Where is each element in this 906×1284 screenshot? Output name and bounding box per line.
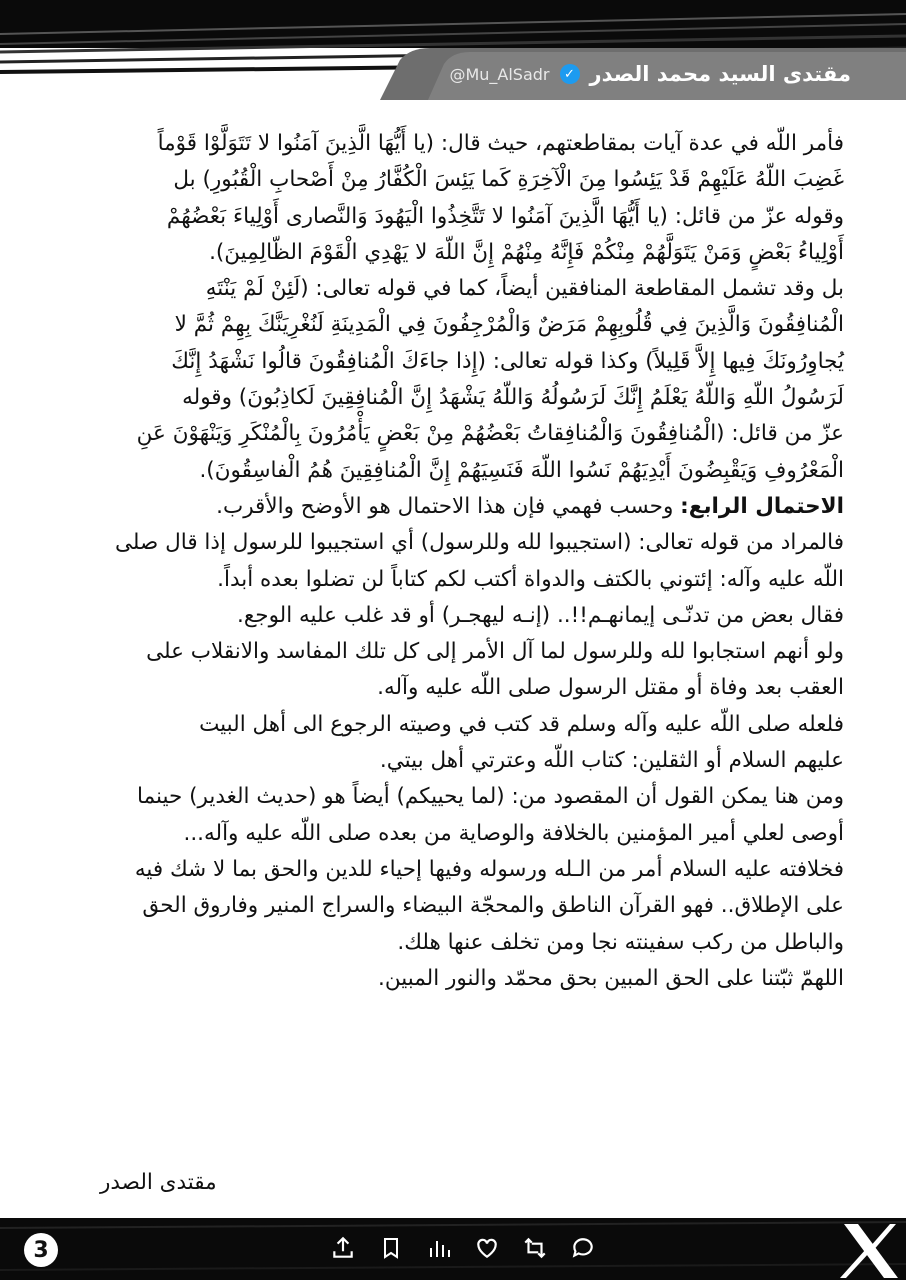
text-line: الْمُنافِقُونَ وَالَّذِينَ فِي قُلُوبِهِمْ مَرَضٌ وَالْمُرْجِفُونَ فِي الْمَدِينَةِ لَنُغْرِيَنَّكَ بِهِمْ ثُمَّ لا xyxy=(174,312,844,338)
text-line: وقوله عزّ من قائل: (يا أَيُّهَا الَّذِينَ آمَنُوا لا تَتَّخِذُوا الْيَهُودَ وَالنَّصارى أَوْلِياءَ بَعْضُهُمْ xyxy=(166,203,844,229)
text-line: أَوْلِياءُ بَعْضٍ وَمَنْ يَتَوَلَّهُمْ مِنْكُمْ فَإِنَّهُ مِنْهُمْ إِنَّ اللّهَ لا يَهْدِي الْقَوْمَ الظّالِمِينَ). xyxy=(209,239,844,265)
text-line: فأمر اللّه في عدة آيات بمقاطعتهم، حيث قال: (يا أَيُّهَا الَّذِينَ آمَنُوا لا تَتَوَلَّوْا قَوْماً xyxy=(157,131,844,156)
text-line: لَرَسُولُ اللّهِ وَاللّهُ يَعْلَمُ إِنَّكَ لَرَسُولُهُ وَاللّهُ يَشْهَدُ إِنَّ الْمُنافِقِينَ لَكاذِبُونَ) وقوله xyxy=(182,385,844,411)
text-line: عزّ من قائل: (الْمُنافِقُونَ وَالْمُنافِقاتُ بَعْضُهُمْ مِنْ بَعْضٍ يَأْمُرُونَ بِالْمُنْكَرِ وَيَنْهَوْنَ عَنِ xyxy=(136,421,844,447)
repost-icon[interactable] xyxy=(520,1233,550,1263)
text-line-with-label xyxy=(46,489,844,525)
text-line: أوصى لعلي أمير المؤمنين بالخلافة والوصاية من بعده صلى اللّه عليه وآله... xyxy=(183,820,844,846)
views-icon[interactable] xyxy=(424,1233,454,1263)
text-line: اللهمّ ثبّتنا على الحق المبين بحق محمّد والنور المبين. xyxy=(378,965,844,991)
bold-label: الاحتمال الرابع: xyxy=(680,493,844,519)
post-body xyxy=(46,126,844,997)
text-line: الْمَعْرُوفِ وَيَقْبِضُونَ أَيْدِيَهُمْ نَسُوا اللّهَ فَنَسِيَهُمْ إِنَّ الْمُنافِقِينَ هُمُ الْفاسِقُونَ). xyxy=(199,457,844,483)
text-line: فلعله صلى اللّه عليه وآله وسلم قد كتب في وصيته الرجوع الى أهل البيت xyxy=(199,711,844,737)
signature: مقتدى الصدر xyxy=(100,1170,217,1195)
text-line: بل وقد تشمل المقاطعة المنافقين أيضاً، كما في قوله تعالى: (لَئِنْ لَمْ يَنْتَهِ xyxy=(205,276,844,302)
text-line: فقال بعض من تدنّـى إيمانهـم!!.. (إنـه ليهجـر) أو قد غلب عليه الوجع. xyxy=(237,602,844,628)
share-icon[interactable] xyxy=(328,1233,358,1263)
text-line: يُجاوِرُونَكَ فِيها إِلاَّ قَلِيلاً) وكذا قوله تعالى: (إِذا جاءَكَ الْمُنافِقُونَ قالُوا نَشْهَدُ إِنَّكَ xyxy=(171,348,844,374)
text-line: اللّه عليه وآله: إئتوني بالكتف والدواة أكتب لكم كتاباً لن تضلوا بعده أبداً. xyxy=(217,566,844,592)
text-line: عليهم السلام أو الثقلين: كتاب اللّه وعترتي أهل بيتي. xyxy=(379,748,844,774)
text-line: والباطل من ركب سفينته نجا ومن تخلف عنها هلك. xyxy=(397,929,844,955)
display-name[interactable]: مقتدى السيد محمد الصدر xyxy=(589,62,851,86)
account-header[interactable] xyxy=(449,60,851,88)
verified-badge-icon: ✓ xyxy=(560,64,580,84)
text-line: ومن هنا يمكن القول أن المقصود من: (لما يحييكم) أيضاً هو (حديث الغدير) حينما xyxy=(137,784,844,810)
reply-icon[interactable] xyxy=(568,1233,598,1263)
text-line: ولو أنهم استجابوا لله وللرسول لما آل الأمر إلى كل تلك المفاسد والانقلاب على xyxy=(146,639,844,665)
x-logo-icon xyxy=(840,1222,900,1280)
text-line: فالمراد من قوله تعالى: (استجيبوا لله وللرسول) أي استجيبوا للرسول إذا قال صلى xyxy=(115,530,844,556)
text-line: وحسب فهمي فإن هذا الاحتمال هو الأوضح والأقرب. xyxy=(216,493,674,519)
action-bar xyxy=(328,1233,598,1263)
like-icon[interactable] xyxy=(472,1233,502,1263)
text-line: فخلافته عليه السلام أمر من الـله ورسوله وفيها إحياء للدين والحق بما لا شك فيه xyxy=(134,856,844,882)
account-handle[interactable]: @Mu_AlSadr xyxy=(449,64,550,84)
bookmark-icon[interactable] xyxy=(376,1233,406,1263)
page-number-badge: 3 xyxy=(24,1233,58,1267)
text-line: العقب بعد وفاة أو مقتل الرسول صلى اللّه عليه وآله. xyxy=(377,675,844,701)
text-line: على الإطلاق.. فهو القرآن الناطق والمحجّة البيضاء والسراج المنير وفاروق الحق xyxy=(142,893,844,919)
text-line: غَضِبَ اللّهُ عَلَيْهِمْ قَدْ يَئِسُوا مِنَ الْآخِرَةِ كَما يَئِسَ الْكُفَّارُ مِنْ أَصْحابِ الْقُبُورِ) بل xyxy=(173,167,844,193)
